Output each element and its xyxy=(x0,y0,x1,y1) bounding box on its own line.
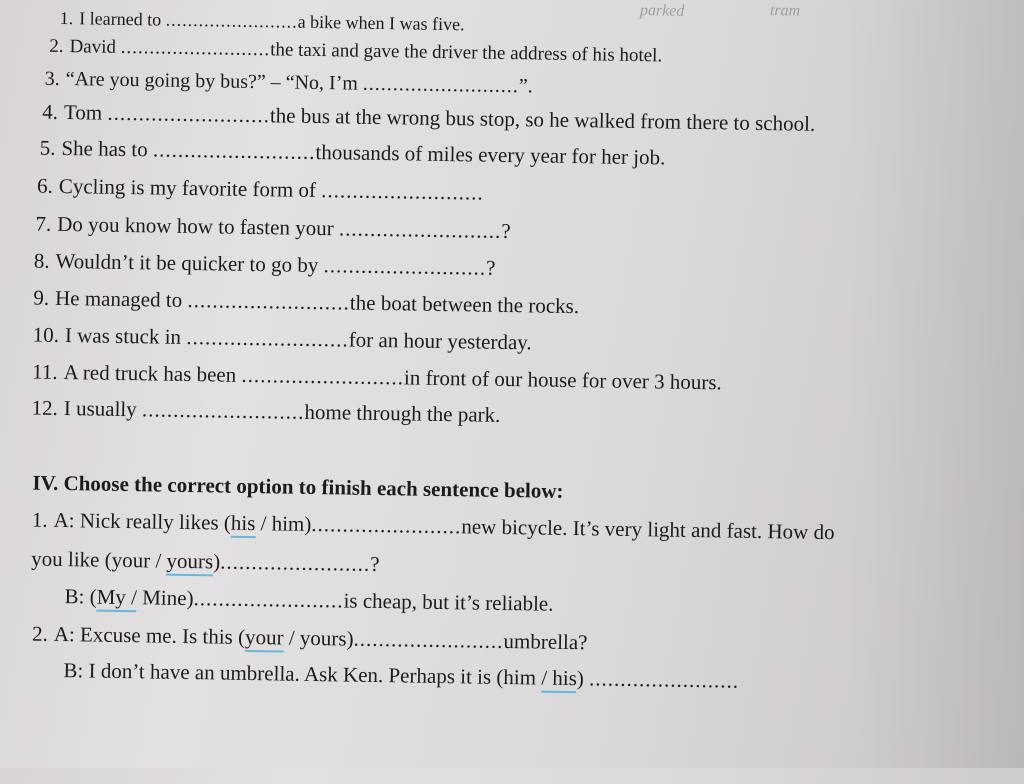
answer-blank: .......................... xyxy=(142,397,305,424)
item-suffix: for an hour yesterday. xyxy=(349,328,532,355)
item-prefix: I usually xyxy=(64,396,143,421)
item-number: 2. xyxy=(49,36,64,57)
item-suffix: ? xyxy=(501,219,511,243)
option-close: ) xyxy=(213,549,220,573)
item-prefix: B: I don’t have an umbrella. Ask Ken. Perhaps it is (him xyxy=(63,658,541,690)
item-suffix: new bicycle. It’s very light and fast. How do xyxy=(461,514,835,544)
answer-blank: .......................... xyxy=(321,178,484,205)
exercise-item-5 xyxy=(39,135,665,171)
item-number: 12. xyxy=(31,396,58,420)
exercise-item-10 xyxy=(33,322,532,356)
cut-off-word-parked: parked xyxy=(640,2,685,21)
question-2-line-2 xyxy=(63,657,739,694)
answer-blank: ........................ xyxy=(311,512,461,538)
underlined-option-yours: yours xyxy=(166,549,213,577)
item-number: 2. xyxy=(32,622,48,646)
item-prefix: Tom xyxy=(64,100,108,125)
item-suffix: a bike when I was five. xyxy=(298,12,465,35)
item-prefix: He managed to xyxy=(55,286,188,312)
item-prefix: A red truck has been xyxy=(63,360,241,387)
item-number: 10. xyxy=(33,323,60,347)
exercise-item-7 xyxy=(35,211,511,244)
option-mine: Mine) xyxy=(137,585,194,610)
item-number: 1. xyxy=(60,8,74,28)
exercise-item-2 xyxy=(49,34,662,70)
item-prefix: I was stuck in xyxy=(65,323,187,349)
answer-blank: .......................... xyxy=(187,288,350,315)
underlined-option-my: My / xyxy=(96,585,137,613)
answer-blank: ........................ xyxy=(589,666,739,692)
item-suffix: thousands of miles every year for her job. xyxy=(315,140,665,169)
cut-off-word-tram: tram xyxy=(770,2,801,20)
answer-blank: .......................... xyxy=(107,101,270,128)
item-suffix: home through the park. xyxy=(304,400,500,427)
item-suffix: ? xyxy=(486,256,496,280)
item-prefix: Do you know how to fasten your xyxy=(57,212,339,240)
answer-blank: ........................ xyxy=(220,550,370,576)
item-number: 4. xyxy=(42,100,58,124)
exercise-item-1 xyxy=(60,5,465,37)
exercise-item-6 xyxy=(37,173,484,206)
option-him: him) xyxy=(272,511,312,536)
item-number: 11. xyxy=(32,360,58,384)
item-prefix: “Are you going by bus?” – “No, I’m xyxy=(66,68,363,95)
item-suffix: umbrella? xyxy=(503,629,587,654)
item-prefix: B: ( xyxy=(64,584,96,609)
item-prefix: A: Excuse me. Is this ( xyxy=(54,622,246,649)
question-1-line-1 xyxy=(32,507,835,546)
item-prefix: you like (your / xyxy=(31,547,167,573)
item-suffix: ”. xyxy=(519,75,533,97)
section-iv-heading: IV. Choose the correct option to finish each sentence below: xyxy=(32,471,564,504)
exercise-item-11 xyxy=(32,359,722,396)
item-prefix: I learned to xyxy=(79,8,166,29)
question-1-line-3 xyxy=(64,583,553,617)
question-1-line-2 xyxy=(31,546,380,577)
item-prefix: A: Nick really likes ( xyxy=(53,508,231,535)
item-suffix: in front of our house for over 3 hours. xyxy=(404,365,722,394)
answer-blank: .......................... xyxy=(241,363,404,390)
option-close: ) xyxy=(577,666,590,690)
item-suffix: the bus at the wrong bus stop, so he walked from there to school. xyxy=(270,103,816,136)
exercise-item-4 xyxy=(42,99,815,137)
answer-blank: ........................ xyxy=(166,10,298,32)
item-suffix: the boat between the rocks. xyxy=(350,291,580,319)
item-number: 9. xyxy=(33,286,49,310)
answer-blank: ........................ xyxy=(193,586,343,612)
item-number: 8. xyxy=(34,249,50,273)
exercise-item-9 xyxy=(33,285,579,320)
underlined-option-his: his xyxy=(231,511,256,538)
item-suffix: ? xyxy=(370,552,380,576)
option-separator: / xyxy=(255,511,272,535)
item-number: 1. xyxy=(32,508,48,532)
item-number: 6. xyxy=(37,174,53,198)
item-prefix: David xyxy=(69,36,121,58)
item-suffix: is cheap, but it’s reliable. xyxy=(343,588,553,615)
option-yours: / yours) xyxy=(283,626,353,651)
item-suffix: the taxi and gave the driver the address of his hotel. xyxy=(270,39,662,66)
answer-blank: .......................... xyxy=(363,73,519,97)
item-number: 3. xyxy=(45,68,60,90)
answer-blank: .......................... xyxy=(121,37,271,60)
answer-blank: ........................ xyxy=(353,627,503,653)
item-prefix: She has to xyxy=(61,136,153,161)
question-2-line-1 xyxy=(32,621,588,656)
exercise-item-12 xyxy=(31,395,500,428)
exercise-item-3 xyxy=(45,66,533,100)
item-prefix: Wouldn’t it be quicker to go by xyxy=(55,249,323,277)
answer-blank: .......................... xyxy=(339,216,502,243)
answer-blank: .......................... xyxy=(323,253,486,280)
answer-blank: .......................... xyxy=(153,137,316,164)
item-prefix: Cycling is my favorite form of xyxy=(59,174,322,202)
underlined-option-your: your xyxy=(245,625,284,653)
item-number: 5. xyxy=(39,136,55,160)
item-number: 7. xyxy=(35,212,51,236)
exercise-item-8 xyxy=(34,248,496,281)
underlined-option-his: / his xyxy=(541,666,577,694)
answer-blank: .......................... xyxy=(186,325,349,352)
